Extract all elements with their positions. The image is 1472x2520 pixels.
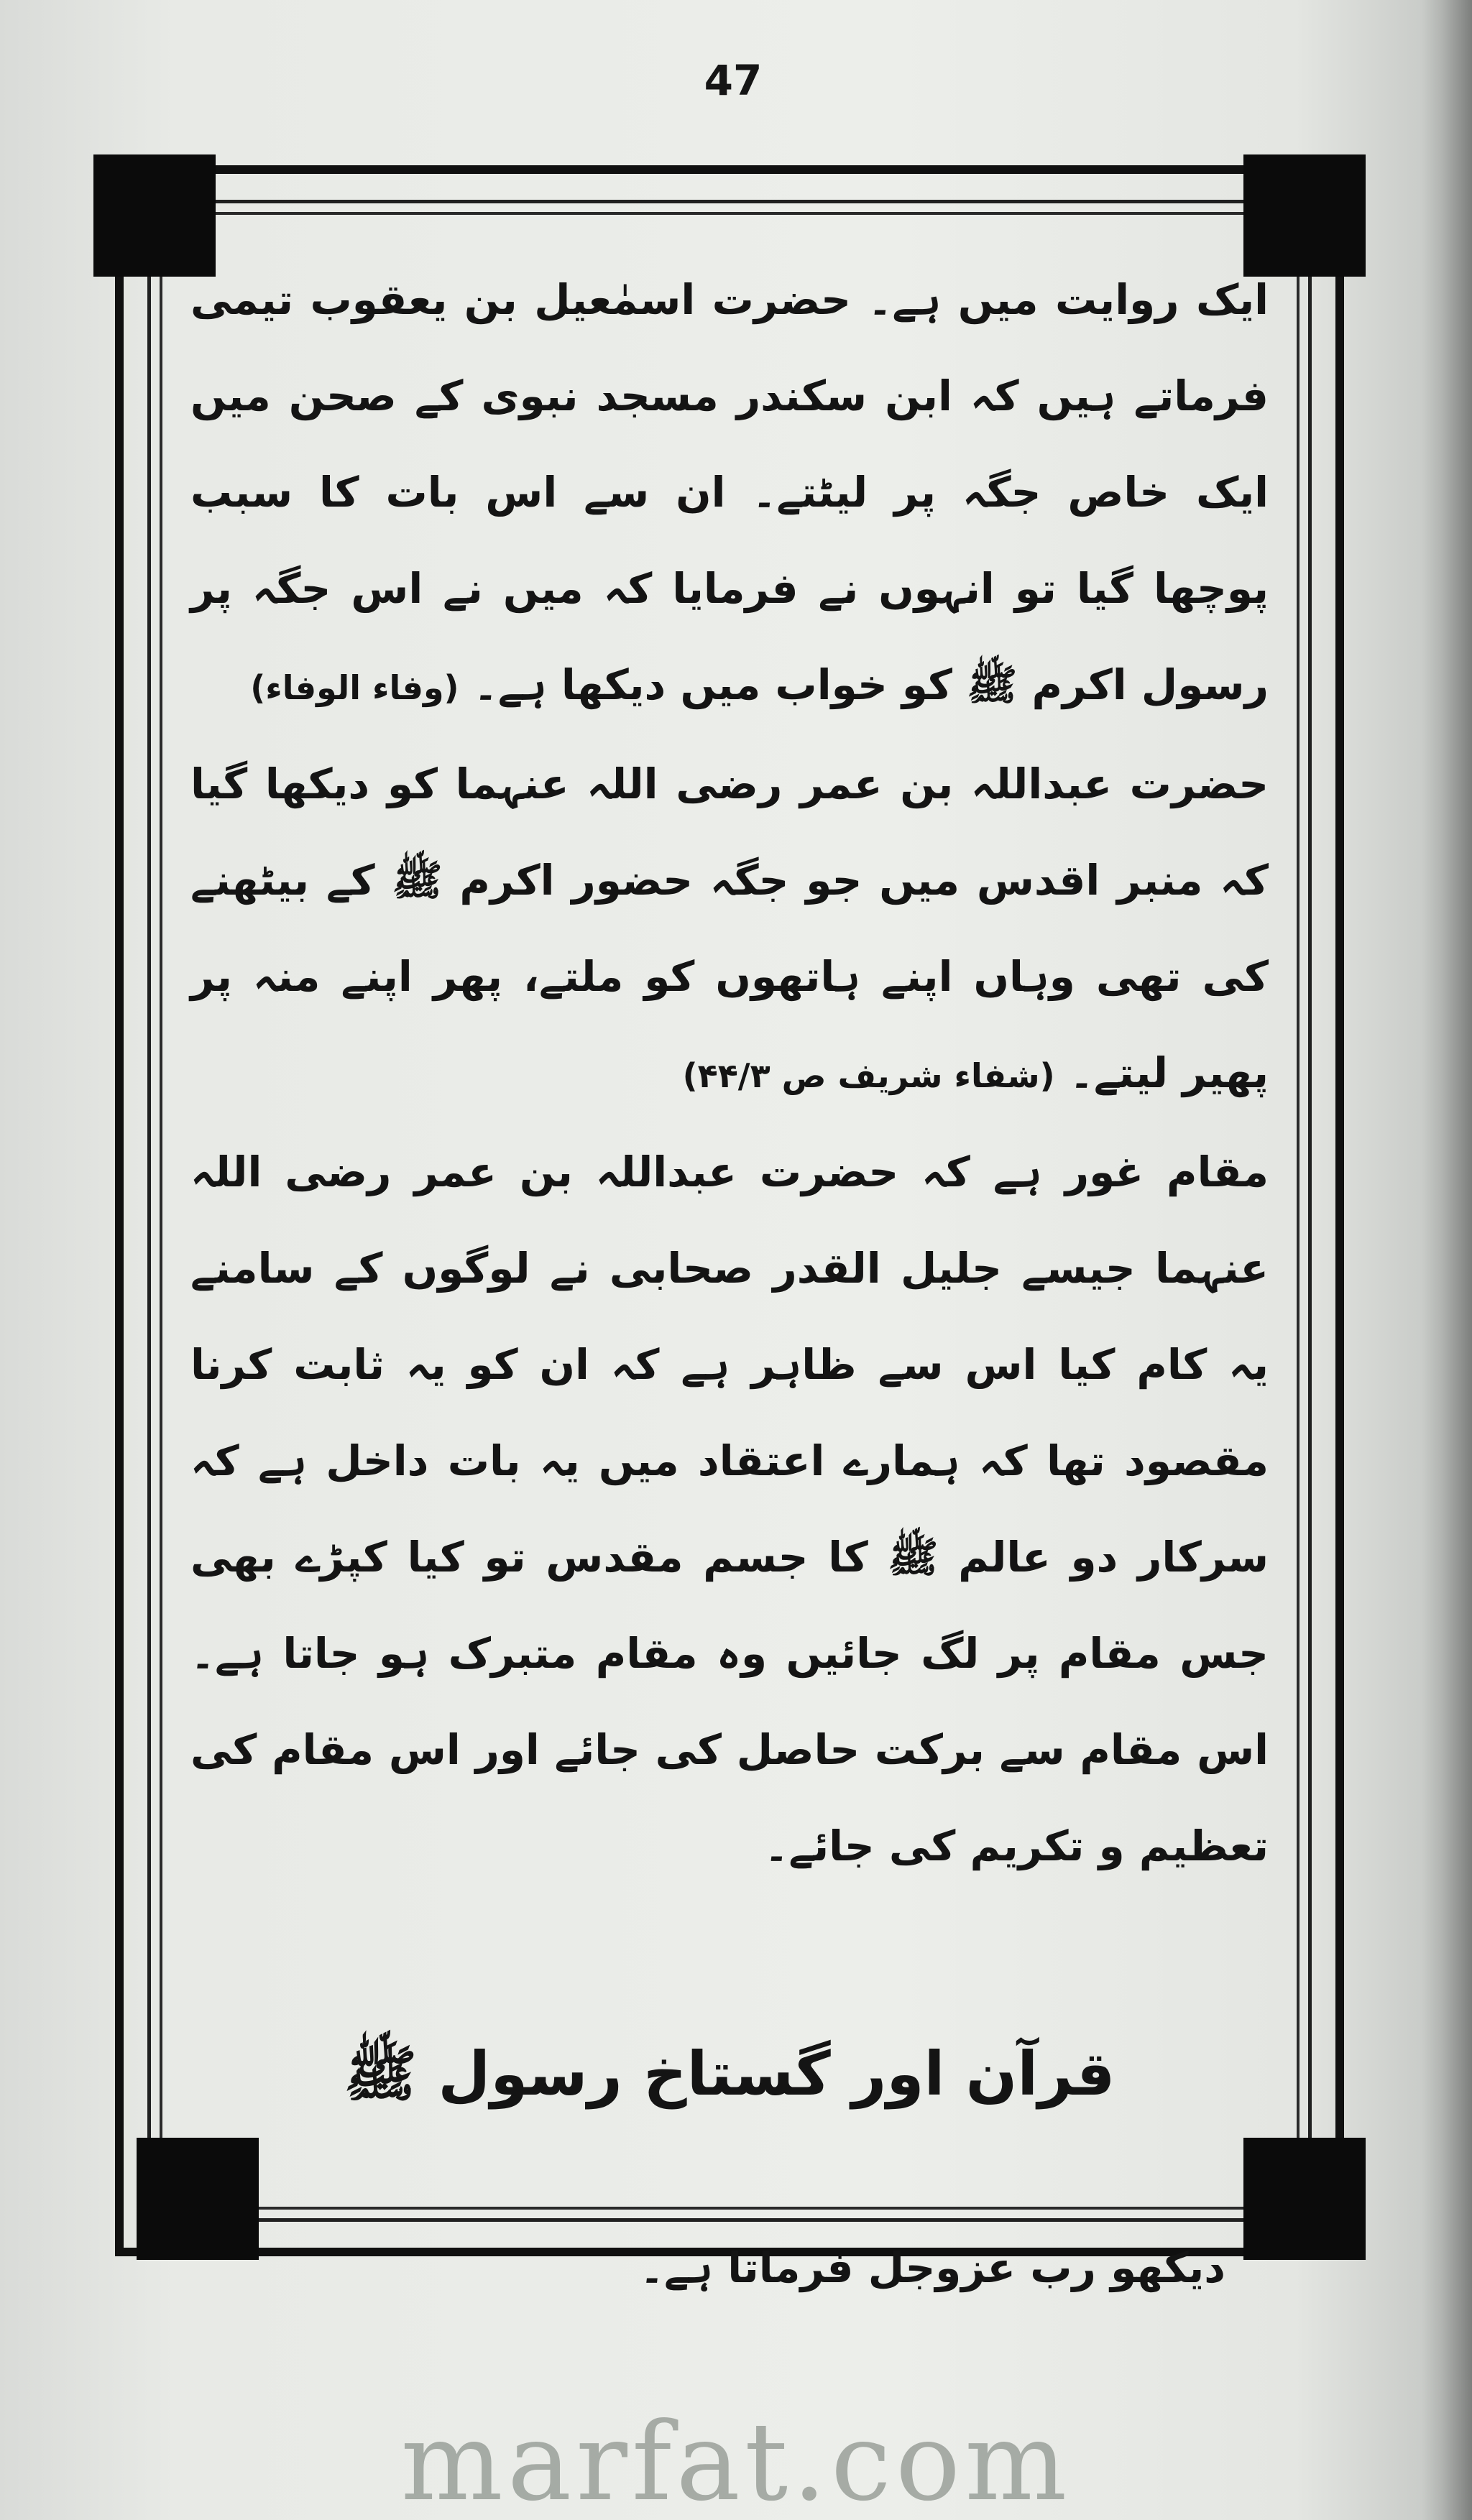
page-number: 47: [704, 56, 763, 105]
paragraph-abdullah-narration: [190, 736, 1269, 1124]
paragraph-text: مقام غور ہے کہ حضرت عبداللہ بن عمر رضی اللہ عنہما جیسے جلیل القدر صحابی نے لوگوں کے سامنے یہ کام کیا اس سے ظاہر ہے کہ ان کو یہ ثابت کرنا مقصود تھا کہ ہمارے اعتقاد میں یہ بات داخل ہے کہ سرکار دو عالم ﷺ کا جسم مقدس تو کیا کپڑے بھی جس مقام پر لگ جائیں وہ مقام متبرک ہو جاتا ہے۔ اس مقام سے برکت حاصل کی جائے اور اس مقام کی تعظیم و تکریم کی جائے۔: [190, 1148, 1269, 1870]
paragraph-text: ایک روایت میں ہے۔ حضرت اسمٰعیل بن یعقوب تیمی فرماتے ہیں کہ ابن سکندر مسجد نبوی کے صحن میں ایک خاص جگہ پر لیٹتے۔ ان سے اس بات کا سبب پوچھا گیا تو انہوں نے فرمایا کہ میں نے اس جگہ پر رسول اکرم ﷺ کو خواب میں دیکھا ہے۔: [190, 275, 1269, 709]
reference-citation: (شفاء شریف ص ۴۴/۳): [682, 1056, 1055, 1095]
section-heading: قرآن اور گستاخ رسول ﷺ: [344, 2039, 1116, 2109]
paragraph-text: حضرت عبداللہ بن عمر رضی اللہ عنہما کو دیکھا گیا کہ منبر اقدس میں جو جگہ حضور اکرم ﷺ کے بیٹھنے کی تھی وہاں اپنے ہاتھوں کو ملتے، پھر اپنے منہ پر پھیر لیتے۔: [190, 760, 1269, 1097]
page-content: [190, 251, 1269, 2292]
watermark: marfat.com: [400, 2400, 1072, 2520]
paragraph-ismail-narration: [190, 251, 1269, 736]
reference-citation: (وفاء الوفاء): [250, 668, 459, 707]
binding-shadow: [1422, 0, 1472, 2520]
paragraph-commentary: [190, 1124, 1269, 1894]
closing-line: دیکھو رب عزوجل فرماتا ہے۔: [640, 2243, 1225, 2292]
